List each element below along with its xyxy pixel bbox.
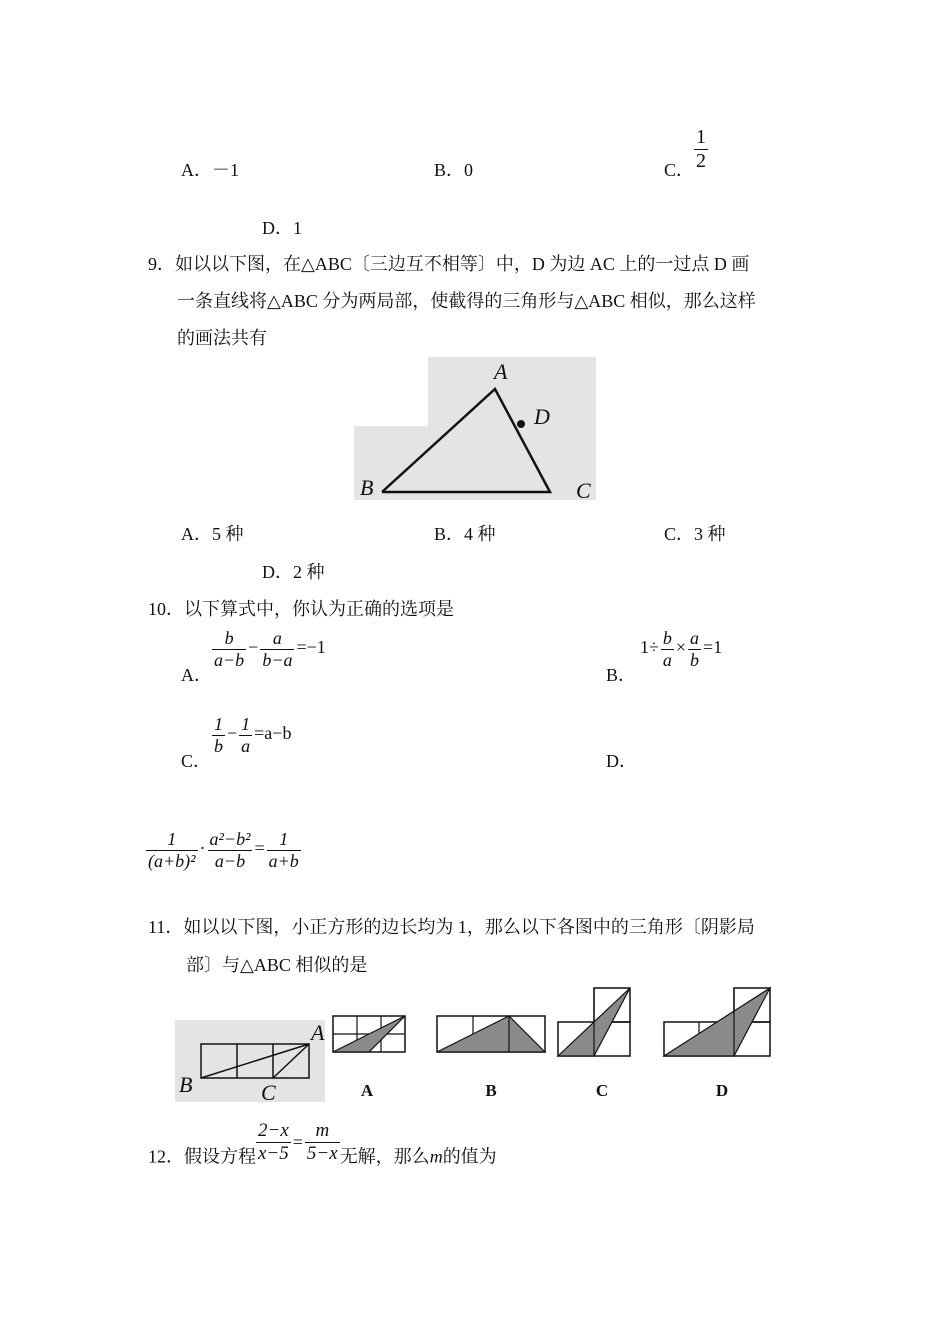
side-ba — [201, 1044, 309, 1078]
label-b: B — [179, 1072, 193, 1097]
q12-suffix-1: 无解，那么 — [339, 1146, 430, 1167]
numerator: a — [272, 628, 282, 648]
denominator: a+b — [268, 850, 299, 871]
label-a: A — [494, 359, 508, 384]
numerator: 1 — [241, 714, 251, 734]
denominator: a — [241, 735, 251, 756]
q9-option-d: D．2 种 — [262, 562, 325, 582]
denominator: b — [690, 649, 700, 670]
q10-stem: 10．以下算式中，你认为正确的选项是 — [148, 599, 454, 619]
operator: − — [248, 637, 259, 658]
result: =a−b — [254, 723, 292, 744]
q10-d-label: D． — [606, 751, 637, 771]
numerator: a — [690, 628, 700, 648]
q10-c-expression — [212, 714, 293, 756]
q12-prefix: 12．假设方程 — [148, 1146, 256, 1167]
q11-line-1: 11．如以以下图，小正方形的边长均为 1，那么以下各图中的三角形〔阴影局 — [148, 917, 755, 937]
denominator: x−5 — [258, 1142, 289, 1164]
operator: × — [675, 637, 687, 658]
q9-option-c: C．3 种 — [664, 524, 726, 544]
numerator: m — [315, 1120, 330, 1141]
q10-a-label: A． — [181, 665, 212, 685]
q11-option-d-figure — [662, 986, 777, 1102]
denominator: b — [214, 735, 223, 756]
q9-line-1: 9．如以以下图，在△ABC〔三边互不相等〕中，D 为边 AC 上的一过点 D 画 — [148, 254, 750, 274]
q8-option-d: D．1 — [262, 218, 302, 238]
numerator: b — [224, 628, 234, 648]
q10-d-expression — [146, 829, 301, 871]
fraction-numerator: 1 — [696, 126, 706, 148]
denominator: a — [662, 649, 672, 670]
triangle-abc — [382, 389, 550, 492]
label-a: A — [311, 1020, 325, 1045]
denominator: a−b — [214, 649, 245, 670]
numerator: 1 — [167, 829, 177, 849]
numerator: 1 — [214, 714, 223, 734]
operator: − — [227, 723, 238, 744]
q11-option-c-figure — [556, 986, 636, 1102]
q12-question — [148, 1120, 497, 1168]
operator: = — [292, 1131, 303, 1152]
q10-a-expression — [212, 628, 328, 670]
q8-option-c: C． — [664, 160, 695, 180]
shaded-triangle — [437, 1016, 545, 1052]
q9-triangle-figure — [354, 357, 596, 503]
q10-c-label: C． — [181, 751, 212, 771]
result: =−1 — [296, 637, 326, 658]
denominator: (a+b)² — [148, 850, 196, 871]
option-label: D — [715, 1081, 729, 1100]
denominator: a−b — [208, 850, 253, 872]
numerator: a²−b² — [209, 829, 251, 849]
prefix: 1÷ — [640, 637, 659, 658]
operator: · — [199, 838, 206, 859]
numerator: 2−x — [258, 1120, 289, 1141]
label-c: C — [576, 478, 591, 503]
q9-option-b: B．4 种 — [434, 524, 496, 544]
q11-option-a-figure — [330, 1012, 410, 1102]
q10-b-label: B． — [606, 665, 637, 685]
label-c: C — [261, 1080, 276, 1105]
numerator: b — [662, 628, 672, 648]
option-label: B — [485, 1081, 497, 1100]
option-label: C — [595, 1081, 609, 1100]
label-d: D — [534, 404, 550, 429]
option-label: A — [360, 1081, 374, 1100]
q11-main-figure — [175, 1020, 325, 1105]
q9-line-3: 的画法共有 — [177, 328, 267, 348]
fraction-denominator: 2 — [696, 150, 706, 172]
q9-line-2: 一条直线将△ABC 分为两局部，使截得的三角形与△ABC 相似，那么这样 — [177, 291, 756, 311]
q9-option-a: A．5 种 — [181, 524, 244, 544]
denominator: 5−x — [306, 1142, 338, 1164]
operator: = — [254, 838, 265, 859]
numerator: 1 — [279, 829, 289, 849]
q8-option-c-fraction — [694, 126, 708, 173]
denominator: b−a — [262, 649, 293, 670]
q11-option-b-figure — [434, 1012, 549, 1102]
result: =1 — [703, 637, 723, 658]
point-d — [517, 420, 525, 428]
q12-variable: m — [429, 1146, 443, 1167]
q8-option-a: A．－1 — [181, 160, 239, 180]
q12-suffix-2: 的值为 — [442, 1146, 497, 1167]
q8-option-b: B．0 — [434, 160, 474, 180]
q10-b-expression — [638, 628, 724, 670]
label-b: B — [360, 475, 374, 500]
q11-line-2: 部〕与△ABC 相似的是 — [186, 955, 368, 975]
